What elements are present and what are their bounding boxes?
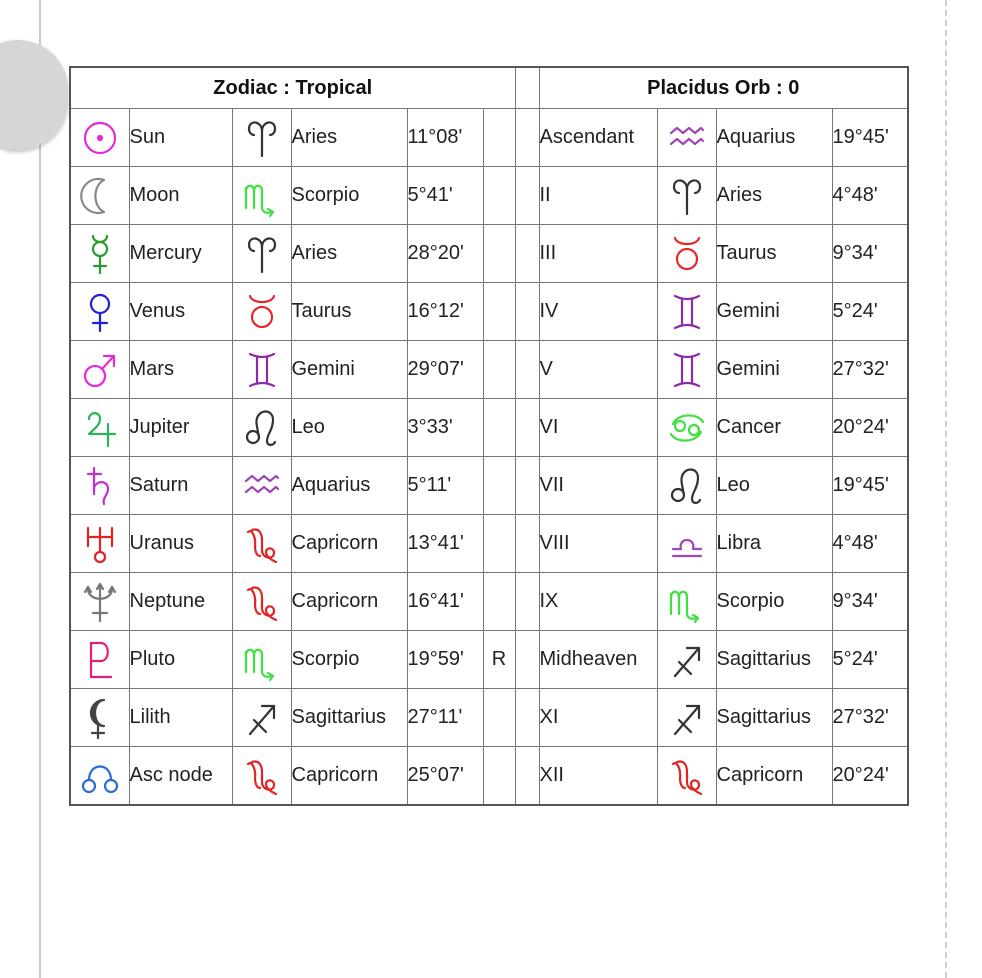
table-row — [70, 747, 908, 806]
uranus-icon — [71, 522, 129, 566]
planet-sign: Aquarius — [291, 457, 407, 515]
scorpio-icon — [233, 638, 291, 682]
planet-glyph — [70, 457, 129, 515]
house-degree: 4°48' — [832, 167, 908, 225]
gap-cell — [515, 457, 539, 515]
planet-glyph — [70, 747, 129, 806]
planet-degree: 29°07' — [407, 341, 483, 399]
gap-cell — [515, 341, 539, 399]
planet-sign: Taurus — [291, 283, 407, 341]
house-sign: Aquarius — [716, 109, 832, 167]
table-row — [70, 689, 908, 747]
table-row — [70, 283, 908, 341]
venus-icon — [71, 290, 129, 334]
planet-sign: Capricorn — [291, 515, 407, 573]
retrograde-flag — [483, 109, 515, 167]
capricorn-icon — [233, 754, 291, 798]
house-degree: 19°45' — [832, 109, 908, 167]
planet-sign-glyph — [232, 689, 291, 747]
table-row — [70, 167, 908, 225]
sagittarius-icon — [658, 696, 716, 740]
planet-sign-glyph — [232, 573, 291, 631]
retrograde-flag: R — [483, 631, 515, 689]
planet-degree: 13°41' — [407, 515, 483, 573]
lilith-icon — [71, 696, 129, 740]
house-sign-glyph — [657, 283, 716, 341]
planet-glyph — [70, 109, 129, 167]
house-sign: Sagittarius — [716, 689, 832, 747]
house-sign: Gemini — [716, 341, 832, 399]
house-sign-glyph — [657, 689, 716, 747]
table-row — [70, 109, 908, 167]
gap-cell — [515, 167, 539, 225]
house-sign: Libra — [716, 515, 832, 573]
table-row — [70, 341, 908, 399]
house-sign: Leo — [716, 457, 832, 515]
house-name: Ascendant — [539, 109, 657, 167]
house-sign: Taurus — [716, 225, 832, 283]
house-name: V — [539, 341, 657, 399]
table-row — [70, 573, 908, 631]
planet-glyph — [70, 573, 129, 631]
retrograde-flag — [483, 399, 515, 457]
planet-name: Sun — [129, 109, 232, 167]
house-name: VII — [539, 457, 657, 515]
house-degree: 20°24' — [832, 747, 908, 806]
planet-sign-glyph — [232, 109, 291, 167]
planet-degree: 16°12' — [407, 283, 483, 341]
planet-glyph — [70, 515, 129, 573]
taurus-icon — [233, 290, 291, 334]
jupiter-icon — [71, 406, 129, 450]
planet-glyph — [70, 631, 129, 689]
mars-icon — [71, 348, 129, 392]
retrograde-flag — [483, 689, 515, 747]
house-degree: 5°24' — [832, 283, 908, 341]
pluto-icon — [71, 638, 129, 682]
retrograde-flag — [483, 515, 515, 573]
planet-name: Venus — [129, 283, 232, 341]
planet-name: Moon — [129, 167, 232, 225]
gap-cell — [515, 283, 539, 341]
taurus-icon — [658, 232, 716, 276]
planet-degree: 27°11' — [407, 689, 483, 747]
house-sign: Gemini — [716, 283, 832, 341]
planet-glyph — [70, 225, 129, 283]
house-name: VI — [539, 399, 657, 457]
planet-sign: Scorpio — [291, 167, 407, 225]
house-sign-glyph — [657, 631, 716, 689]
sagittarius-icon — [658, 638, 716, 682]
planet-sign-glyph — [232, 515, 291, 573]
house-degree: 4°48' — [832, 515, 908, 573]
retrograde-flag — [483, 457, 515, 515]
house-name: XI — [539, 689, 657, 747]
aries-icon — [658, 174, 716, 218]
house-sign-glyph — [657, 457, 716, 515]
cancer-icon — [658, 406, 716, 450]
planet-sign-glyph — [232, 167, 291, 225]
planet-sign: Capricorn — [291, 747, 407, 806]
planet-sign: Scorpio — [291, 631, 407, 689]
planet-glyph — [70, 167, 129, 225]
house-degree: 20°24' — [832, 399, 908, 457]
table-row — [70, 631, 908, 689]
capricorn-icon — [233, 522, 291, 566]
gemini-icon — [658, 290, 716, 334]
house-sign-glyph — [657, 225, 716, 283]
planet-degree: 11°08' — [407, 109, 483, 167]
libra-icon — [658, 522, 716, 566]
table-row — [70, 225, 908, 283]
house-sign: Sagittarius — [716, 631, 832, 689]
planet-name: Mars — [129, 341, 232, 399]
house-degree: 27°32' — [832, 689, 908, 747]
chart-table — [69, 66, 909, 806]
planet-degree: 25°07' — [407, 747, 483, 806]
gap-cell — [515, 631, 539, 689]
planet-degree: 3°33' — [407, 399, 483, 457]
planet-glyph — [70, 399, 129, 457]
house-degree: 9°34' — [832, 573, 908, 631]
scorpio-icon — [233, 174, 291, 218]
planet-degree: 28°20' — [407, 225, 483, 283]
planet-sign-glyph — [232, 747, 291, 806]
planet-glyph — [70, 689, 129, 747]
planet-name: Asc node — [129, 747, 232, 806]
house-sign-glyph — [657, 515, 716, 573]
gap-cell — [515, 225, 539, 283]
house-sign-glyph — [657, 341, 716, 399]
retrograde-flag — [483, 747, 515, 806]
house-degree: 19°45' — [832, 457, 908, 515]
left-divider — [39, 0, 41, 978]
planet-sign: Aries — [291, 109, 407, 167]
retrograde-flag — [483, 283, 515, 341]
planet-sign: Sagittarius — [291, 689, 407, 747]
house-name: IX — [539, 573, 657, 631]
planet-degree: 19°59' — [407, 631, 483, 689]
planet-name: Mercury — [129, 225, 232, 283]
table-row — [70, 457, 908, 515]
planet-sign: Aries — [291, 225, 407, 283]
retrograde-flag — [483, 573, 515, 631]
house-degree: 5°24' — [832, 631, 908, 689]
gap-cell — [515, 515, 539, 573]
retrograde-flag — [483, 341, 515, 399]
house-sign-glyph — [657, 747, 716, 806]
planet-sign-glyph — [232, 341, 291, 399]
house-sign-glyph — [657, 109, 716, 167]
house-sign: Cancer — [716, 399, 832, 457]
house-name: IV — [539, 283, 657, 341]
house-sign: Scorpio — [716, 573, 832, 631]
sagittarius-icon — [233, 696, 291, 740]
planet-name: Lilith — [129, 689, 232, 747]
aquarius-icon — [658, 116, 716, 160]
aries-icon — [233, 232, 291, 276]
overflow-menu-button[interactable] — [0, 40, 68, 150]
planet-sign-glyph — [232, 225, 291, 283]
house-name: Midheaven — [539, 631, 657, 689]
planet-sign-glyph — [232, 283, 291, 341]
planet-sign-glyph — [232, 457, 291, 515]
house-name: II — [539, 167, 657, 225]
house-sign-glyph — [657, 167, 716, 225]
house-name: XII — [539, 747, 657, 806]
planet-sign-glyph — [232, 399, 291, 457]
zodiac-header: Zodiac : Tropical — [70, 67, 515, 109]
planet-name: Pluto — [129, 631, 232, 689]
gap-cell — [515, 689, 539, 747]
planet-sign: Capricorn — [291, 573, 407, 631]
neptune-icon — [71, 580, 129, 624]
capricorn-icon — [658, 754, 716, 798]
gap-cell — [515, 573, 539, 631]
planet-sign: Gemini — [291, 341, 407, 399]
house-sign-glyph — [657, 573, 716, 631]
gap-cell — [515, 747, 539, 806]
gap-cell — [515, 399, 539, 457]
leo-icon — [233, 406, 291, 450]
aries-icon — [233, 116, 291, 160]
saturn-icon — [71, 464, 129, 508]
planet-name: Neptune — [129, 573, 232, 631]
house-sign: Aries — [716, 167, 832, 225]
planet-name: Jupiter — [129, 399, 232, 457]
house-sign-glyph — [657, 399, 716, 457]
house-name: VIII — [539, 515, 657, 573]
house-degree: 27°32' — [832, 341, 908, 399]
gemini-icon — [658, 348, 716, 392]
gap-cell — [515, 109, 539, 167]
house-degree: 9°34' — [832, 225, 908, 283]
moon-icon — [71, 174, 129, 218]
capricorn-icon — [233, 580, 291, 624]
planet-degree: 16°41' — [407, 573, 483, 631]
sun-icon — [71, 116, 129, 160]
retrograde-flag — [483, 167, 515, 225]
house-sign: Capricorn — [716, 747, 832, 806]
planet-degree: 5°11' — [407, 457, 483, 515]
asc-node-icon — [71, 754, 129, 798]
house-name: III — [539, 225, 657, 283]
scorpio-icon — [658, 580, 716, 624]
house-system-header: Placidus Orb : 0 — [539, 67, 908, 109]
retrograde-flag — [483, 225, 515, 283]
planet-name: Saturn — [129, 457, 232, 515]
gemini-icon — [233, 348, 291, 392]
planet-glyph — [70, 283, 129, 341]
table-row — [70, 515, 908, 573]
planet-sign-glyph — [232, 631, 291, 689]
planet-glyph — [70, 341, 129, 399]
planet-name: Uranus — [129, 515, 232, 573]
table-row — [70, 399, 908, 457]
leo-icon — [658, 464, 716, 508]
aquarius-icon — [233, 464, 291, 508]
planet-degree: 5°41' — [407, 167, 483, 225]
mercury-icon — [71, 232, 129, 276]
right-divider — [945, 0, 947, 978]
planet-sign: Leo — [291, 399, 407, 457]
gap-header — [515, 67, 539, 109]
